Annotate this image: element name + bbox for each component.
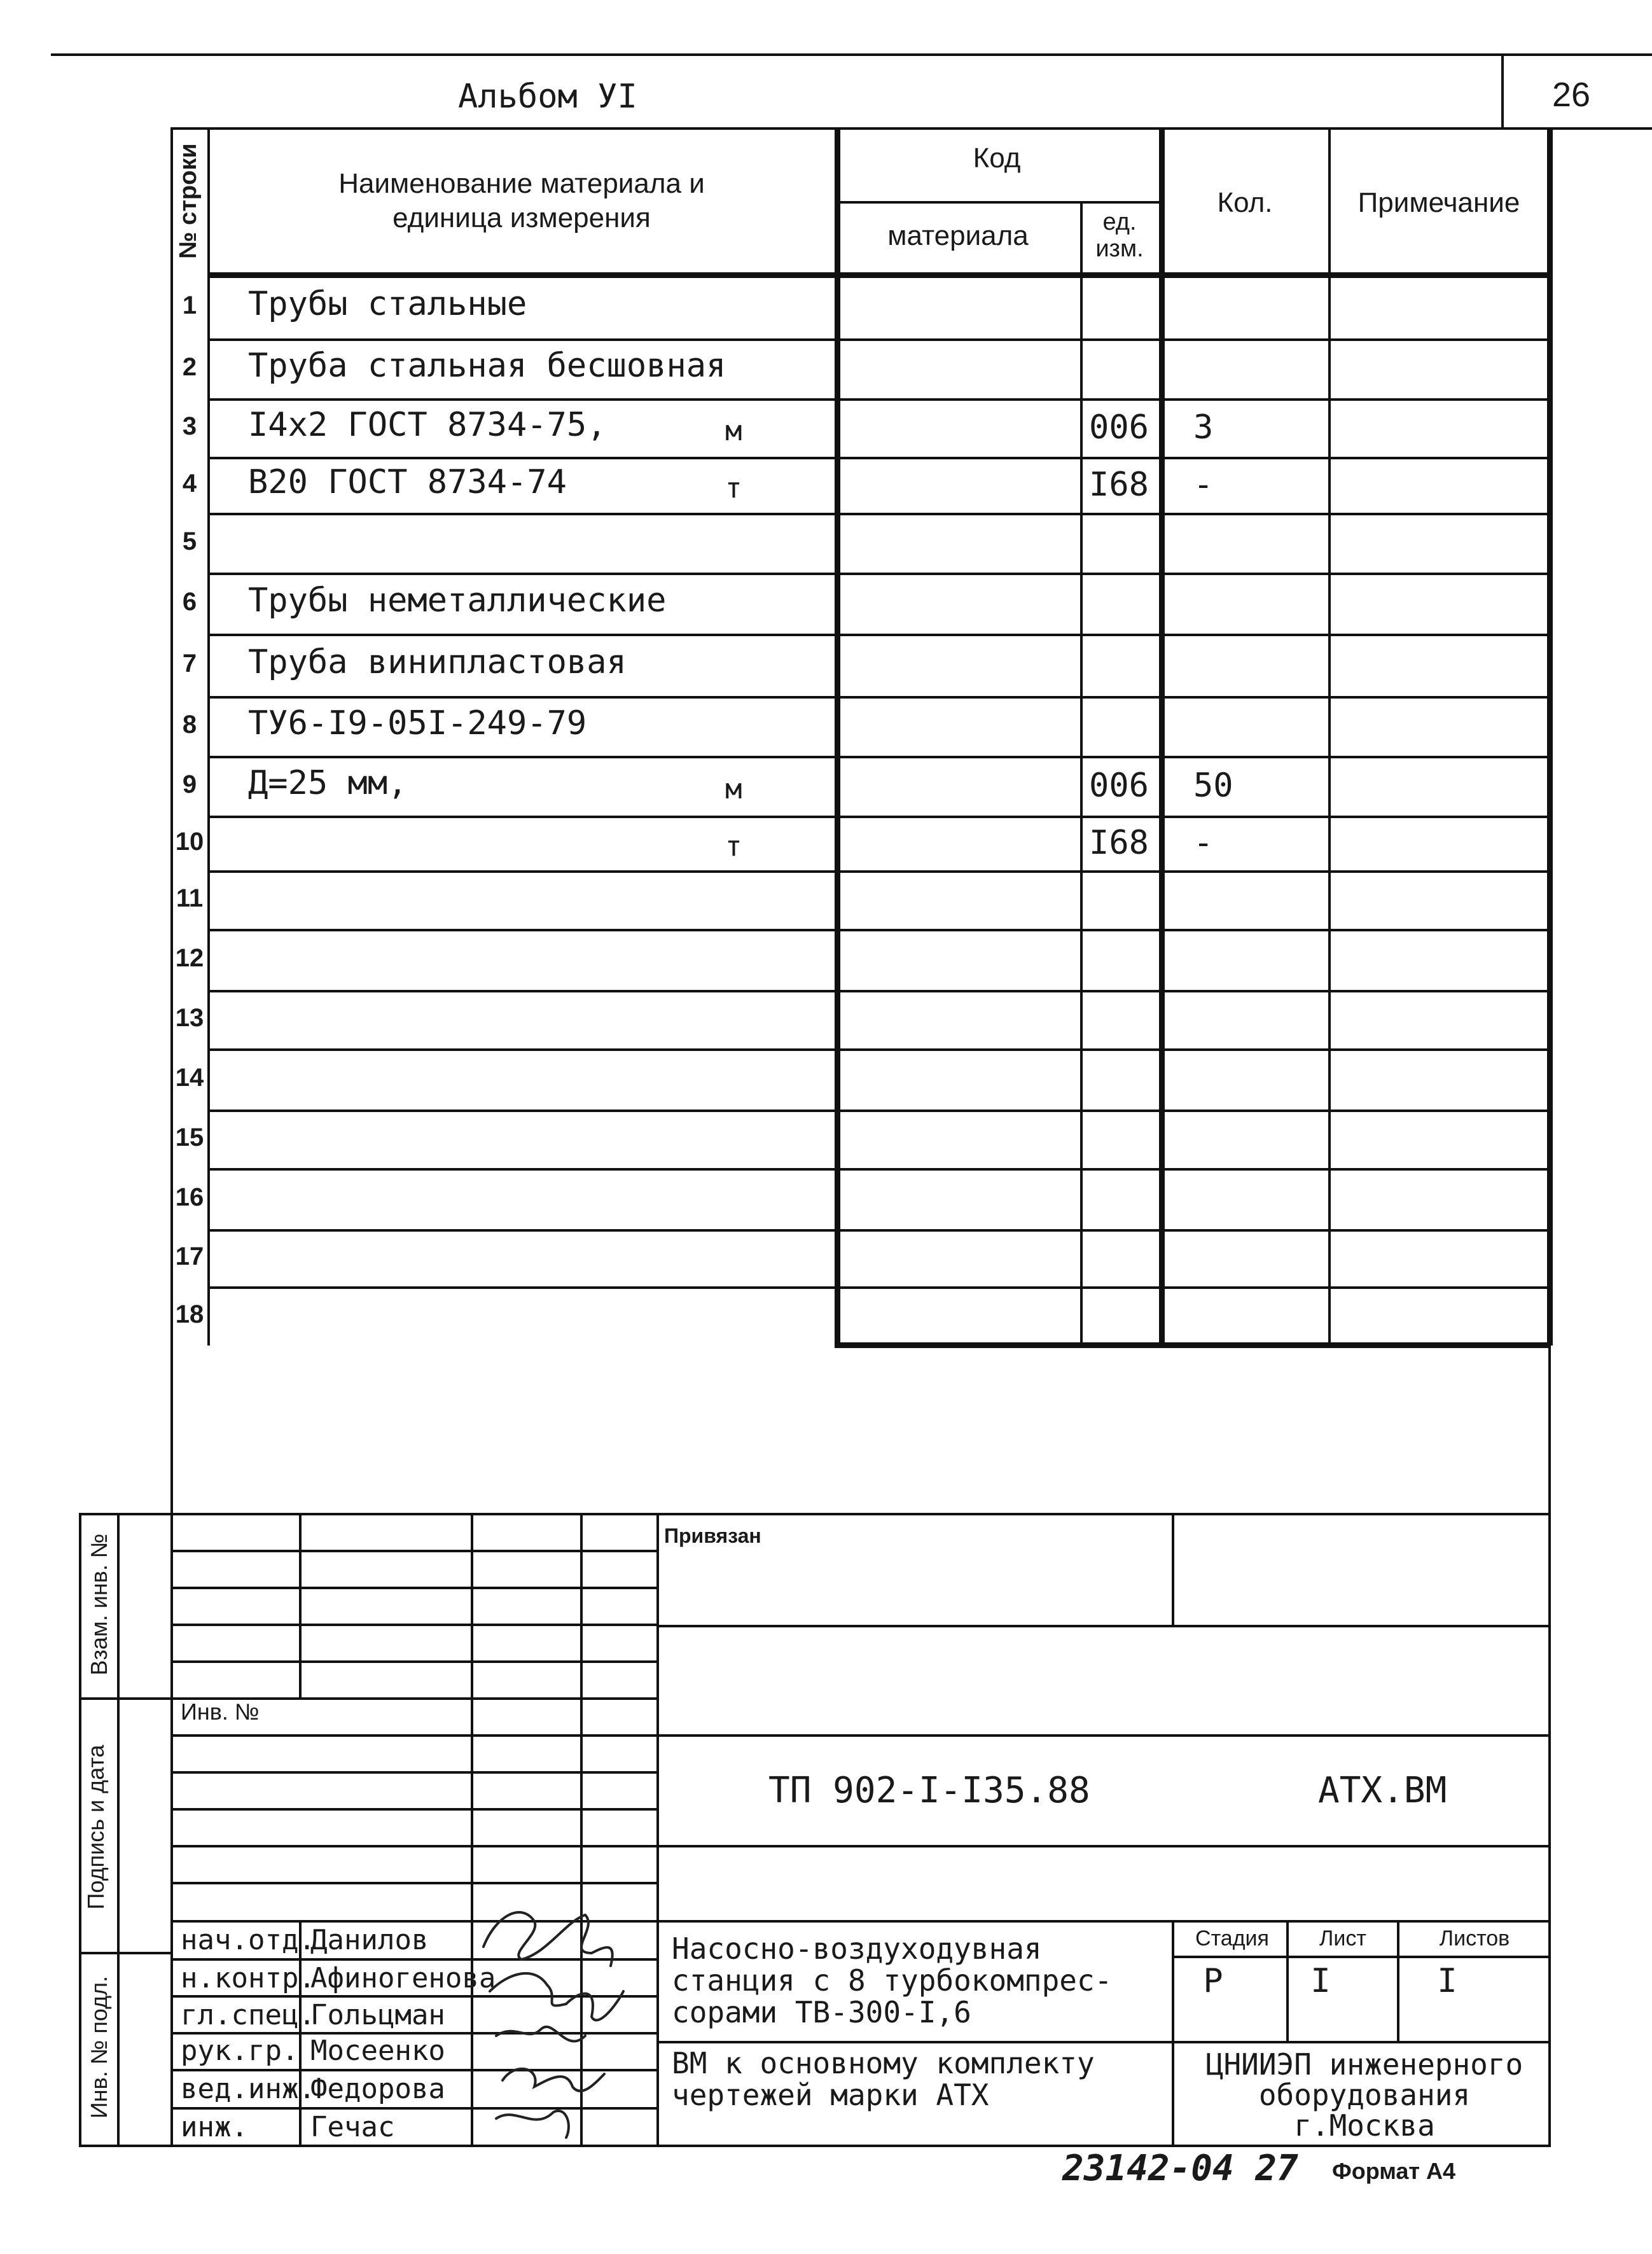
col-code-unit-header: ед. изм. <box>1095 209 1144 262</box>
vzam-stamp: Взам. инв. № <box>86 1533 112 1676</box>
album-label: Альбом УI <box>458 78 637 116</box>
material-name: I4х2 ГОСТ 8734-75, <box>248 406 607 444</box>
material-name: Трубы неметаллические <box>248 581 667 620</box>
tb-grid-row <box>170 1587 656 1589</box>
row-number: 5 <box>182 527 197 555</box>
row-number: 7 <box>182 650 197 678</box>
stage-value: Р <box>1203 1962 1223 2000</box>
stamp-number: 23142-04 27 <box>1062 2148 1298 2189</box>
table-bottom-line <box>835 1342 1550 1348</box>
podpis-stamp: Подпись и дата <box>83 1744 109 1910</box>
col-line-code <box>835 127 840 1346</box>
row-separator <box>207 990 1548 992</box>
header-divider <box>1501 53 1504 130</box>
row-number: 8 <box>182 711 197 739</box>
doc-mark: АТХ.ВМ <box>1318 1770 1447 1811</box>
side-stamp-sep-1 <box>79 1697 173 1700</box>
org-line: г.Москва <box>1294 2108 1435 2143</box>
col-line-name <box>207 127 210 1346</box>
row-number: 2 <box>182 353 197 381</box>
signatory-role: гл.спец. <box>181 1999 316 2031</box>
material-name: Труба стальная бесшовная <box>248 347 726 385</box>
signatory-name: Гольцман <box>310 1999 445 2031</box>
format-label: Формат А4 <box>1332 2158 1456 2184</box>
tb-stage-col <box>1172 1920 1174 2147</box>
unit-code: 006 <box>1089 408 1149 447</box>
col-name-header: Наименование материала и единица измерения <box>338 168 705 233</box>
inv-label: Инв. № <box>181 1699 260 1725</box>
tb-stage-header-line <box>1172 1956 1551 1958</box>
row-separator <box>207 1168 1548 1171</box>
signatory-name: Афиногенова <box>310 1962 496 1994</box>
sheet-number: 26 <box>1552 76 1591 114</box>
tb-left-col-4 <box>656 1513 659 2147</box>
doc-title-line: ВМ к основному комплекту <box>672 2046 1095 2080</box>
row-number: 6 <box>182 588 197 616</box>
row-separator <box>207 1110 1548 1112</box>
unit-code: I68 <box>1089 466 1149 504</box>
row-number: 11 <box>176 884 204 912</box>
doc-title-line: чертежей марки АТХ <box>672 2078 989 2112</box>
quantity: 50 <box>1193 767 1233 805</box>
row-separator <box>207 1229 1548 1232</box>
tb-grid-row <box>170 1550 656 1552</box>
org-line: ЦНИИЭП инженерного <box>1205 2047 1524 2082</box>
row-separator <box>207 634 1548 636</box>
tb-grid-row <box>170 1920 1551 1923</box>
material-name: Труба винипластовая <box>248 643 627 681</box>
row-number: 15 <box>175 1124 204 1151</box>
project-title-line: станция с 8 турбокомпрес- <box>672 1963 1113 1998</box>
row-separator <box>207 929 1548 931</box>
signatory-role: инж. <box>181 2111 248 2143</box>
col-code-header: Код <box>973 143 1021 174</box>
signatory-name: Данилов <box>310 1924 429 1956</box>
row-number: 9 <box>182 770 197 798</box>
project-title-line: Насосно-воздуходувная <box>672 1931 1042 1966</box>
quantity: - <box>1193 824 1214 862</box>
unit-symbol: т <box>725 472 742 504</box>
row-number: 13 <box>175 1004 204 1032</box>
signature-scribbles <box>471 1877 649 2144</box>
row-separator <box>207 1048 1548 1051</box>
privyazan-label: Привязан <box>664 1524 761 1547</box>
row-number: 4 <box>182 470 197 497</box>
tb-grid-row <box>170 1771 656 1774</box>
tb-grid-row <box>170 1624 656 1626</box>
tb-left-col-1 <box>299 1513 302 1697</box>
signatory-role: нач.отд. <box>181 1924 316 1956</box>
unit-symbol: м <box>725 773 742 805</box>
row-separator <box>207 696 1548 699</box>
row-separator <box>207 513 1548 515</box>
sheets-label: Листов <box>1439 1926 1510 1951</box>
tb-right-split <box>1172 1513 1174 1625</box>
row-separator <box>207 816 1548 818</box>
unit-symbol: м <box>725 415 742 447</box>
col-note-header: Примечание <box>1357 187 1520 218</box>
row-number: 12 <box>175 944 204 972</box>
row-number: 10 <box>175 828 204 856</box>
row-number: 14 <box>175 1064 204 1092</box>
col-line-note <box>1328 127 1331 1346</box>
row-separator <box>207 1286 1548 1289</box>
project-title-line: сорами ТВ-300-I,6 <box>672 1995 971 2029</box>
top-rule <box>51 53 1652 56</box>
side-stamp-divider <box>117 1513 120 2147</box>
col-code-material-header: материала <box>887 220 1029 251</box>
material-name: ТУ6-I9-05I-249-79 <box>248 704 587 742</box>
row-separator <box>207 870 1548 873</box>
col-qty-header: Кол. <box>1217 187 1273 218</box>
row-number: 16 <box>175 1183 204 1211</box>
tb-right-line-3 <box>656 1845 1551 1847</box>
signatory-role: н.контр. <box>181 1962 316 1994</box>
material-name: Д=25 мм, <box>248 764 408 802</box>
header-bottom-line <box>207 272 1550 278</box>
row-number: 18 <box>175 1300 204 1328</box>
sheet-value: I <box>1310 1962 1331 2000</box>
side-stamp-sep-2 <box>79 1952 173 1954</box>
row-number: 17 <box>175 1242 204 1270</box>
row-separator <box>207 457 1548 459</box>
quantity: 3 <box>1193 408 1214 447</box>
tb-grid-row <box>170 1845 656 1847</box>
stage-label: Стадия <box>1195 1926 1269 1951</box>
signatory-role: рук.гр. <box>181 2035 299 2067</box>
signatory-name: Гечас <box>310 2111 395 2143</box>
tb-right-line-1 <box>656 1625 1551 1627</box>
col-row-no-header: № строки <box>175 143 202 259</box>
row-number: 3 <box>182 412 197 440</box>
doc-code: ТП 902-I-I35.88 <box>768 1770 1090 1811</box>
code-split-line <box>835 201 1159 204</box>
material-name: В20 ГОСТ 8734-74 <box>248 463 567 501</box>
tb-right-line-2 <box>656 1734 1551 1737</box>
row-separator <box>207 338 1548 341</box>
signatory-name: Федорова <box>310 2073 445 2105</box>
signatory-name: Мосеенко <box>310 2035 445 2067</box>
tb-right-line-4 <box>656 2041 1551 2043</box>
sheet-label: Лист <box>1319 1926 1366 1951</box>
material-name: Трубы стальные <box>248 285 527 323</box>
unit-code: I68 <box>1089 824 1149 862</box>
row-number: 1 <box>182 291 197 319</box>
signatory-role: вед.инж. <box>181 2073 316 2105</box>
tb-grid-row <box>170 1734 656 1737</box>
tb-grid-row <box>170 1660 656 1663</box>
unit-code: 006 <box>1089 767 1149 805</box>
row-separator <box>207 398 1548 401</box>
quantity: - <box>1193 466 1214 504</box>
tb-grid-row <box>170 1808 656 1811</box>
inv-podl-stamp: Инв. № подл. <box>86 1975 112 2119</box>
col-line-qty <box>1159 127 1165 1346</box>
org-line: оборудования <box>1258 2078 1471 2112</box>
col-line-right <box>1547 127 1553 1346</box>
sheets-value: I <box>1437 1962 1457 2000</box>
row-separator <box>207 756 1548 758</box>
row-separator <box>207 573 1548 575</box>
tb-top-line <box>170 1513 1551 1515</box>
unit-symbol: т <box>725 830 742 863</box>
